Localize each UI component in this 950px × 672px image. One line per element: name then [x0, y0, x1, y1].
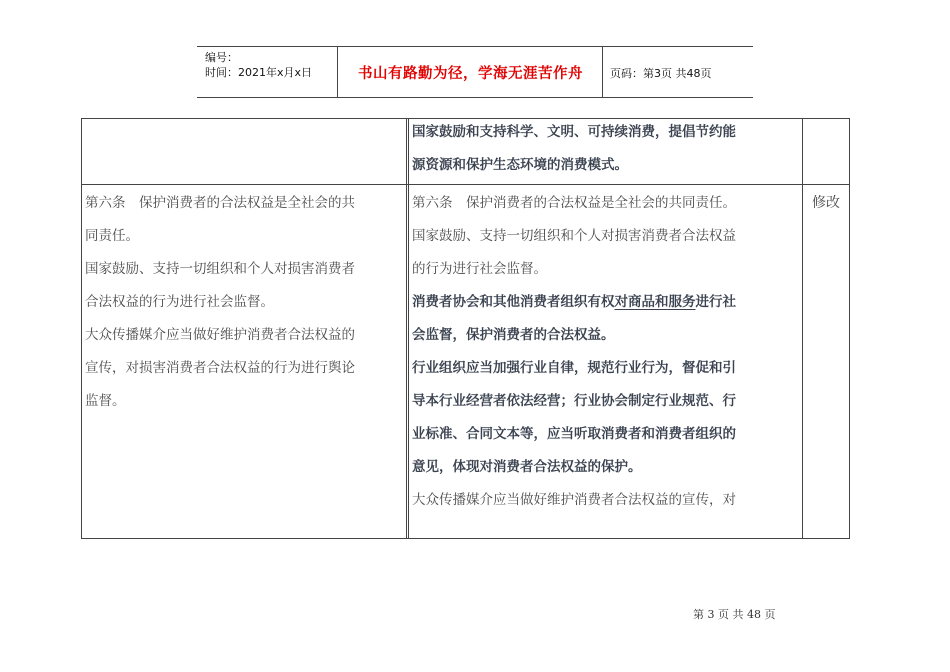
text-line: 意见，体现对消费者合法权益的保护。 — [412, 459, 642, 475]
header-divider — [602, 47, 603, 97]
text-line: 宣传，对损害消费者合法权益的行为进行舆论 — [85, 360, 355, 376]
text-line: 导本行业经营者依法经营；行业协会制定行业规范、行 — [412, 393, 736, 409]
row1-new-text — [412, 116, 800, 182]
text-line: 同责任。 — [85, 228, 139, 244]
text-line: 会监督，保护消费者的合法权益。 — [412, 327, 615, 343]
text-line: 第六条 保护消费者的合法权益是全社会的共同责任。 — [412, 195, 736, 211]
comparison-table — [81, 118, 850, 539]
table-border — [81, 538, 850, 539]
text-line — [412, 286, 800, 319]
header-motto: 书山有路勤为径，学海无涯苦作舟 — [358, 66, 583, 82]
table-row-divider — [81, 184, 850, 185]
header-meta — [205, 50, 312, 80]
page-footer: 第 3 页 共 48 页 — [693, 608, 776, 621]
text-line: 的行为进行社会监督。 — [412, 261, 547, 277]
row2-note: 修改 — [812, 195, 840, 211]
text-segment: 进行社 — [695, 294, 736, 310]
text-segment: 消费者协会和其他消费者组织有权 — [412, 294, 615, 310]
row2-old-text — [85, 187, 405, 418]
table-column-divider — [408, 118, 409, 539]
header-page-info: 页码：第3页 共48页 — [610, 67, 712, 80]
header-divider — [337, 47, 338, 97]
text-line: 国家鼓励和支持科学、文明、可持续消费，提倡节约能 — [412, 124, 736, 140]
text-line: 行业组织应当加强行业自律，规范行业行为，督促和引 — [412, 360, 736, 376]
text-line: 国家鼓励、支持一切组织和个人对损害消费者合法权益 — [412, 228, 736, 244]
table-column-divider — [406, 118, 407, 539]
text-line: 第六条 保护消费者的合法权益是全社会的共 — [85, 195, 355, 211]
text-line: 源资源和保护生态环境的消费模式。 — [412, 157, 628, 173]
text-line: 业标准、合同文本等，应当听取消费者和消费者组织的 — [412, 426, 736, 442]
document-header — [197, 46, 753, 98]
time-label: 时间：2021年x月x日 — [205, 66, 313, 79]
table-border — [81, 118, 82, 539]
table-column-divider — [802, 118, 803, 539]
text-line: 大众传播媒介应当做好维护消费者合法权益的 — [85, 327, 355, 343]
row2-new-text — [412, 187, 800, 517]
underlined-segment: 对商品和服务 — [614, 294, 696, 310]
text-line: 大众传播媒介应当做好维护消费者合法权益的宣传，对 — [412, 492, 736, 508]
text-line: 国家鼓励、支持一切组织和个人对损害消费者 — [85, 261, 355, 277]
number-label: 编号： — [205, 51, 238, 64]
table-border — [849, 118, 850, 539]
text-line: 合法权益的行为进行社会监督。 — [85, 294, 274, 310]
text-line: 监督。 — [85, 393, 126, 409]
